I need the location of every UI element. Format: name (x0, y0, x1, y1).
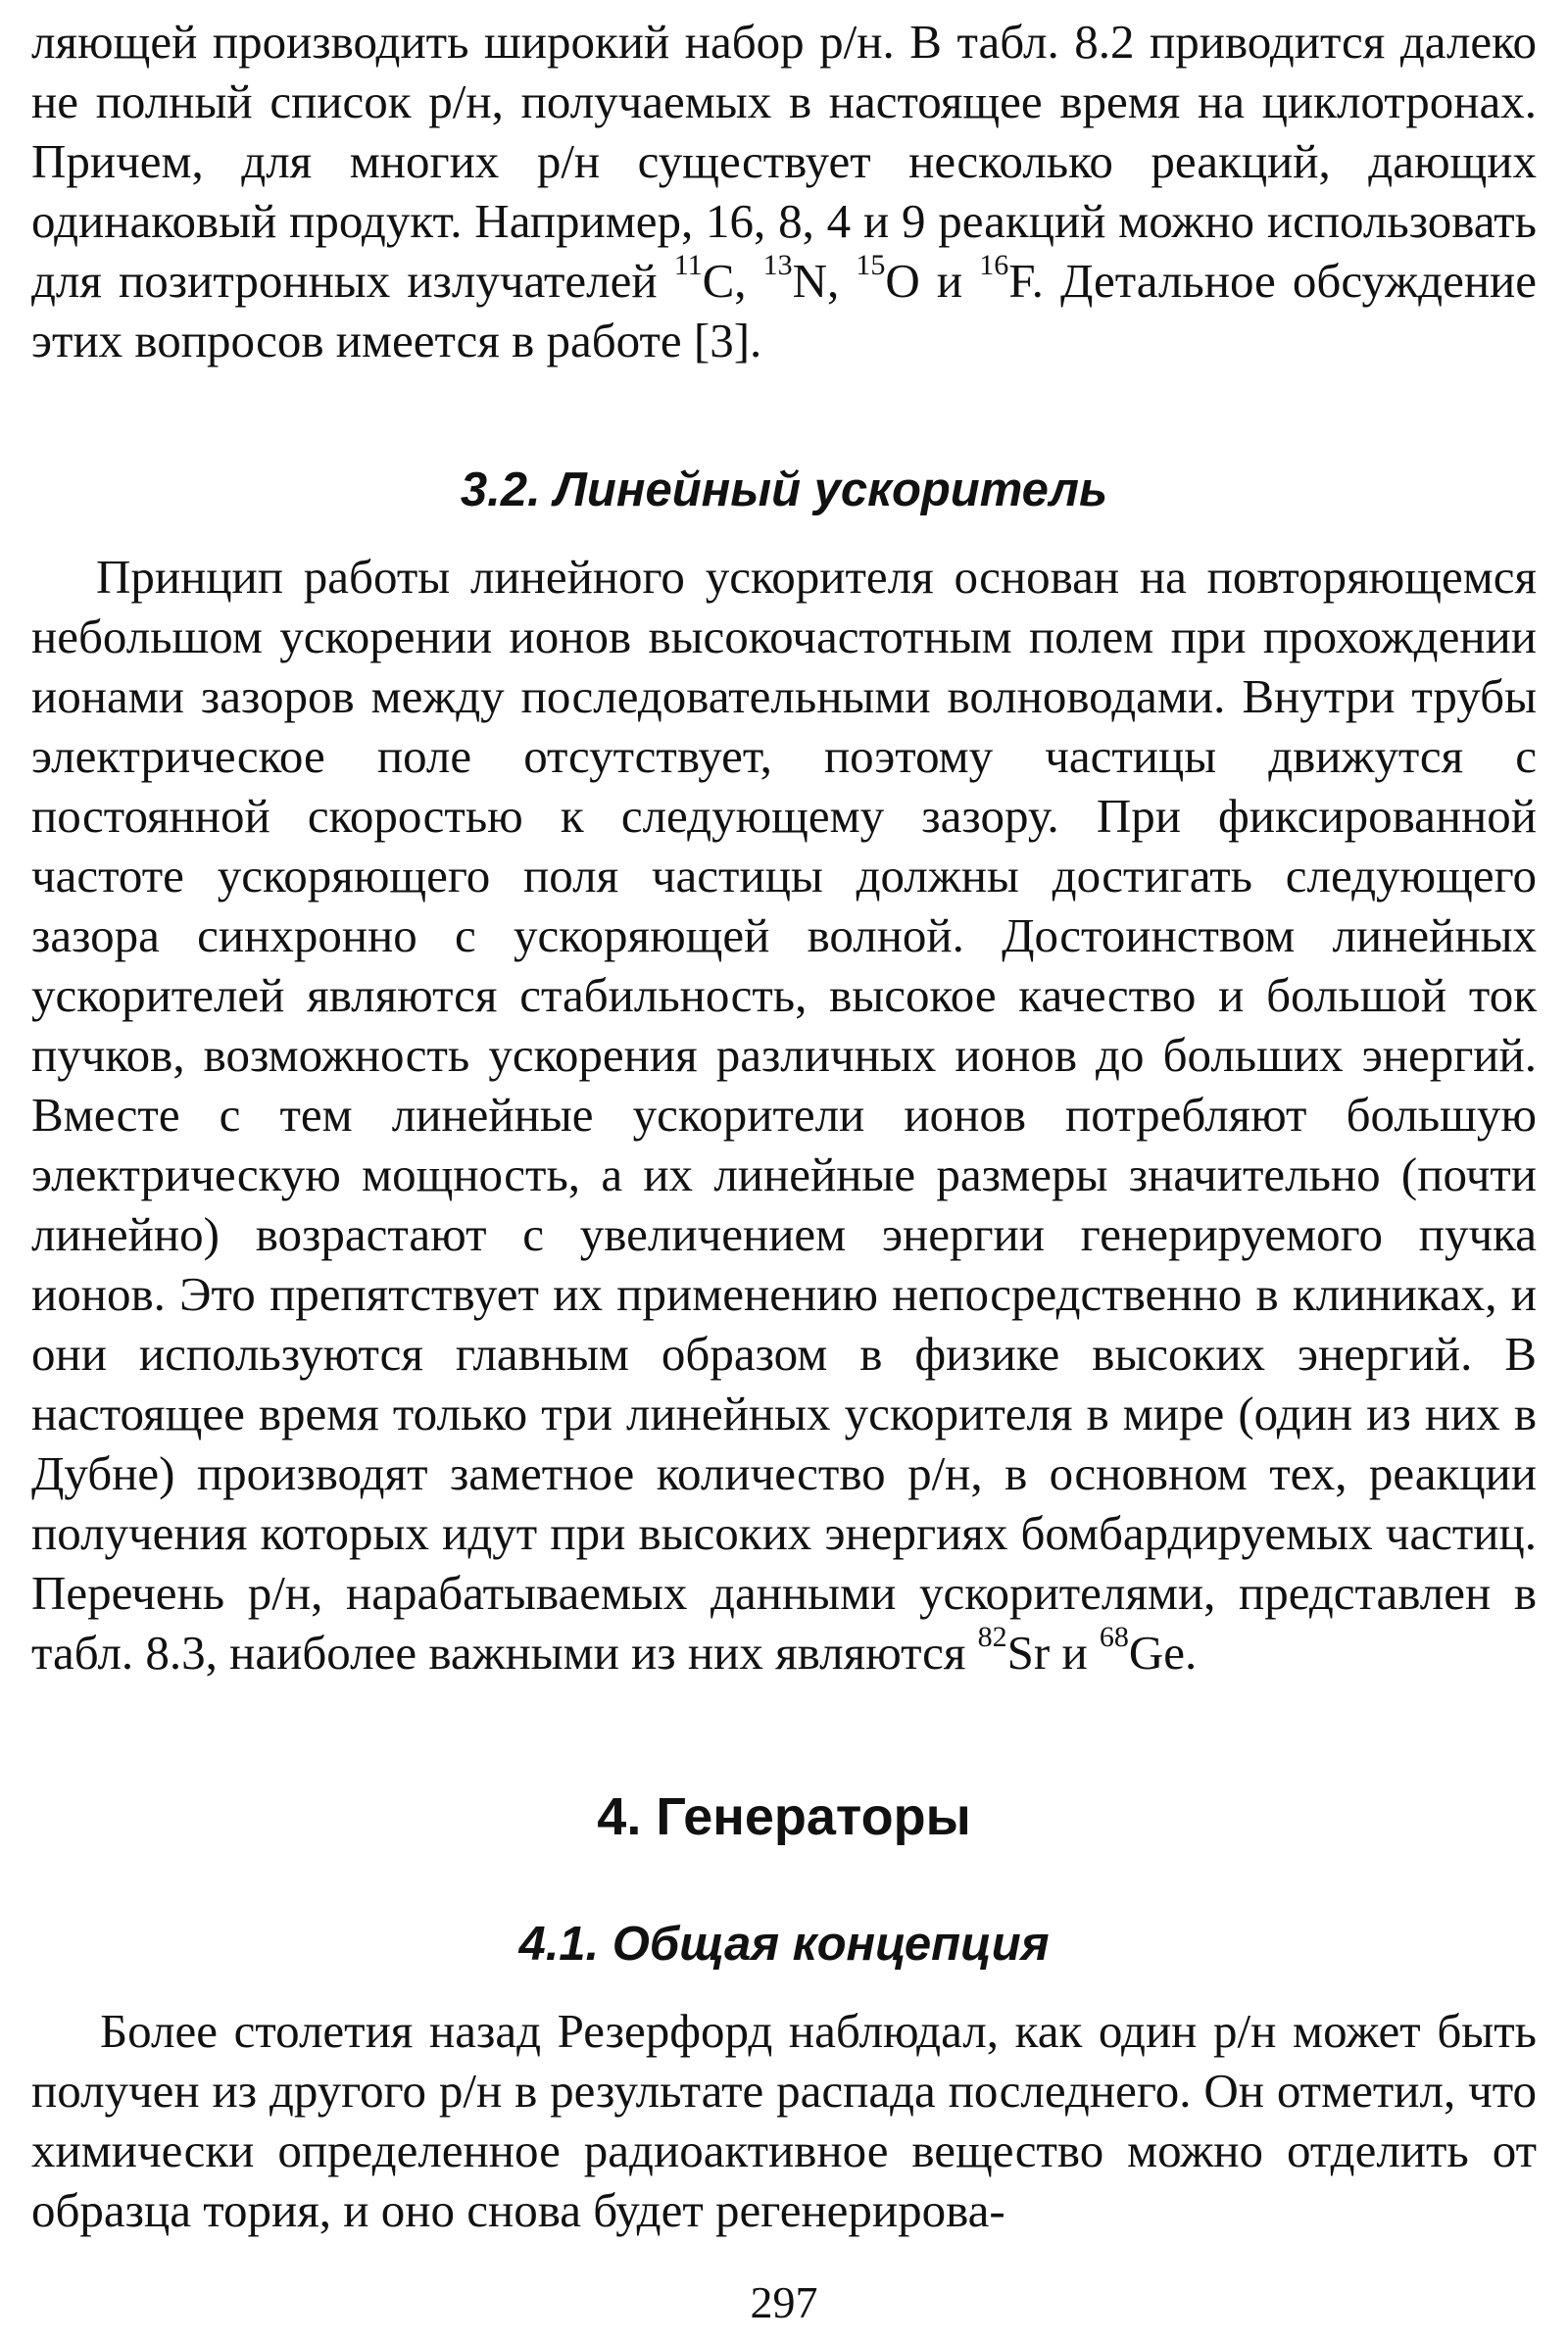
text-run: O и (885, 254, 980, 308)
paragraph-general-concept (31, 2001, 1537, 2240)
isotope-mass-number: 11 (673, 248, 703, 281)
text-run: ляющей производить широкий набор р/н. В табл. 8.2 приводится далеко не полный список р/н, получаемых в настоящее время на циклотронах. Причем, для многих р/н существует несколько реакций, дающих одинаковый продукт. Например, 16, 8, 4 и 9 реакций можно использовать для позитронных излучателей (31, 15, 1537, 308)
chapter-heading-generators: 4. Генераторы (597, 1787, 971, 1846)
text-run: C, (702, 254, 763, 308)
text-run: Ge. (1128, 1626, 1198, 1680)
text-run: F. Детальное обсуждение этих вопросов имеется в работе [3]. (31, 254, 1538, 367)
page-number: 297 (750, 2277, 818, 2327)
isotope-mass-number: 16 (979, 248, 1009, 281)
isotope-mass-number: 68 (1099, 1620, 1129, 1653)
text-run: N, (792, 254, 857, 308)
isotope-mass-number: 82 (977, 1620, 1007, 1653)
paragraph-linear-accelerator (31, 547, 1537, 1683)
isotope-mass-number: 15 (856, 248, 886, 281)
text-run: Sr и (1006, 1626, 1100, 1680)
section-heading-linear-accelerator: 3.2. Линейный ускоритель (460, 464, 1108, 516)
section-heading-general-concept: 4.1. Общая концепция (518, 1918, 1050, 1971)
text-run: Принцип работы линейного ускорителя основан на повторяющемся небольшом ускорении ионов высокочастотным полем при прохождении ионами зазоров между последовательными волноводами. Внутри трубы электрическое поле отсутствует, поэтому частицы движутся с постоянной скоростью к следующему зазору. При фиксированной частоте ускоряющего поля частицы должны достигать следующего зазора синхронно с ускоряющей волной. Достоинством линейных ускорителей являются стабильность, высокое качество и большой ток пучков, возможность ускорения различных ионов до больших энергий. Вместе с тем линейные ускорители ионов потребляют большую электрическую мощность, а их линейные размеры значительно (почти линейно) возрастают с увеличением энергии генерируемого пучка ионов. Это препятствует их применению непосредственно в клиниках, и они используются главным образом в физике высоких энергий. В настоящее время только три линейных ускорителя в мире (один из них в Дубне) производят заметное количество р/н, в основном тех, реакции получения которых идут при высоких энергиях бомбардируемых частиц. Перечень р/н, нарабатываемых данными ускорителями, представлен в табл. 8.3, наиболее важными из них являются (31, 550, 1537, 1680)
isotope-mass-number: 13 (762, 248, 793, 281)
paragraph-cyclotron-continuation (31, 12, 1537, 370)
text-run: Более столетия назад Резерфорд наблюдал, как один р/н может быть получен из другого р/н в результате распада последнего. Он отметил, что химически определенное радиоактивное вещество можно отделить от образца тория, и оно снова будет регенерирова- (31, 2004, 1537, 2237)
